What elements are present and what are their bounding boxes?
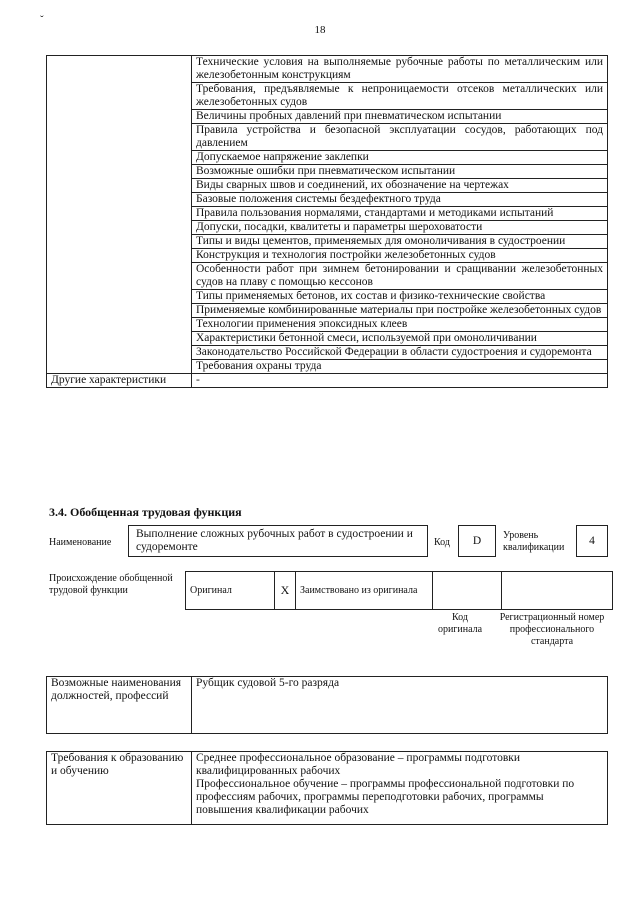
origin-table bbox=[185, 571, 613, 610]
knowledge-table bbox=[46, 55, 608, 388]
origin-code-caption: Код оригинала bbox=[437, 612, 483, 635]
reg-number-caption: Регистрационный номер профессионального стандарта bbox=[499, 612, 605, 647]
knowledge-row-label bbox=[47, 83, 192, 110]
knowledge-row-text: Типы и виды цементов, применяемых для омоноличивания в судостроении bbox=[192, 235, 608, 249]
knowledge-row-text: Технологии применения эпоксидных клеев bbox=[192, 318, 608, 332]
education-table bbox=[46, 751, 608, 825]
knowledge-row-label bbox=[47, 332, 192, 346]
corner-mark: ˇ bbox=[40, 14, 44, 26]
name-value: Выполнение сложных рубочных работ в судостроении и судоремонте bbox=[128, 525, 428, 557]
origin-label: Происхождение обобщенной трудовой функции bbox=[49, 573, 173, 596]
knowledge-row-label bbox=[47, 249, 192, 263]
other-characteristics-row bbox=[47, 374, 608, 388]
knowledge-row-text: Конструкция и технология постройки железобетонных судов bbox=[192, 249, 608, 263]
knowledge-row-text: Технические условия на выполняемые рубочные работы по металлическим или железобетонным конструкциям bbox=[192, 56, 608, 83]
knowledge-row bbox=[47, 235, 608, 249]
knowledge-row-text: Применяемые комбинированные материалы при постройке железобетонных судов bbox=[192, 304, 608, 318]
knowledge-row-label bbox=[47, 346, 192, 360]
knowledge-row-label bbox=[47, 318, 192, 332]
knowledge-row-label bbox=[47, 110, 192, 124]
knowledge-row-label bbox=[47, 179, 192, 193]
knowledge-row-label bbox=[47, 235, 192, 249]
knowledge-row-text: Правила устройства и безопасной эксплуатации сосудов, работающих под давлением bbox=[192, 124, 608, 151]
knowledge-row-label bbox=[47, 151, 192, 165]
knowledge-row bbox=[47, 221, 608, 235]
education-value-1: Среднее профессиональное образование – программы подготовки квалифицированных рабочих bbox=[196, 752, 521, 777]
positions-table bbox=[46, 676, 608, 734]
knowledge-row bbox=[47, 83, 608, 110]
other-characteristics-label: Другие характеристики bbox=[47, 374, 192, 388]
knowledge-row-text: Базовые положения системы бездефектного труда bbox=[192, 193, 608, 207]
knowledge-row-text: Требования, предъявляемые к непроницаемости отсеков металлических или железобетонных судов bbox=[192, 83, 608, 110]
knowledge-row bbox=[47, 304, 608, 318]
positions-label: Возможные наименования должностей, профессий bbox=[47, 677, 192, 734]
knowledge-row bbox=[47, 318, 608, 332]
knowledge-row bbox=[47, 290, 608, 304]
knowledge-row bbox=[47, 360, 608, 374]
knowledge-row-text: Величины пробных давлений при пневматическом испытании bbox=[192, 110, 608, 124]
knowledge-row-label bbox=[47, 124, 192, 151]
level-value: 4 bbox=[576, 525, 608, 557]
knowledge-row-label bbox=[47, 165, 192, 179]
education-value bbox=[192, 752, 608, 825]
knowledge-row-label bbox=[47, 221, 192, 235]
knowledge-row-text: Типы применяемых бетонов, их состав и физико-технические свойства bbox=[192, 290, 608, 304]
knowledge-row-text: Виды сварных швов и соединений, их обозначение на чертежах bbox=[192, 179, 608, 193]
knowledge-row-text: Допуски, посадки, квалитеты и параметры шероховатости bbox=[192, 221, 608, 235]
knowledge-row-label bbox=[47, 360, 192, 374]
knowledge-row-label bbox=[47, 56, 192, 83]
knowledge-row bbox=[47, 346, 608, 360]
knowledge-row bbox=[47, 179, 608, 193]
knowledge-row-label bbox=[47, 304, 192, 318]
knowledge-row bbox=[47, 207, 608, 221]
name-label: Наименование bbox=[49, 537, 112, 548]
knowledge-row bbox=[47, 56, 608, 83]
code-value: D bbox=[458, 525, 496, 557]
knowledge-row bbox=[47, 124, 608, 151]
reg-number-cell bbox=[502, 572, 613, 610]
knowledge-row bbox=[47, 249, 608, 263]
knowledge-row-label bbox=[47, 263, 192, 290]
knowledge-row bbox=[47, 110, 608, 124]
knowledge-row-text: Законодательство Российской Федерации в области судостроения и судоремонта bbox=[192, 346, 608, 360]
knowledge-row-text: Допускаемое напряжение заклепки bbox=[192, 151, 608, 165]
knowledge-row bbox=[47, 151, 608, 165]
level-label: Уровень квалификации bbox=[503, 530, 565, 553]
knowledge-row bbox=[47, 263, 608, 290]
education-value-2: Профессиональное обучение – программы профессиональной подготовки по профессиям рабочих, программы переподготовки рабочих, программы повышения квалификации рабочих bbox=[196, 778, 575, 816]
knowledge-row-text: Требования охраны труда bbox=[192, 360, 608, 374]
knowledge-row bbox=[47, 193, 608, 207]
education-label: Требования к образованию и обучению bbox=[47, 752, 192, 825]
other-characteristics-value: - bbox=[192, 374, 608, 388]
knowledge-row-text: Возможные ошибки при пневматическом испытании bbox=[192, 165, 608, 179]
knowledge-row-text: Особенности работ при зимнем бетонировании и сращивании железобетонных судов на плаву с помощью кессонов bbox=[192, 263, 608, 290]
original-mark: X bbox=[275, 572, 296, 610]
section-title: 3.4. Обобщенная трудовая функция bbox=[49, 505, 242, 519]
knowledge-row-label bbox=[47, 207, 192, 221]
knowledge-row-text: Характеристики бетонной смеси, используемой при омоноличивании bbox=[192, 332, 608, 346]
knowledge-row bbox=[47, 165, 608, 179]
knowledge-row bbox=[47, 332, 608, 346]
knowledge-row-label bbox=[47, 193, 192, 207]
knowledge-row-label bbox=[47, 290, 192, 304]
knowledge-row-text: Правила пользования нормалями, стандартами и методиками испытаний bbox=[192, 207, 608, 221]
positions-value: Рубщик судовой 5-го разряда bbox=[192, 677, 608, 734]
page-number: 18 bbox=[314, 24, 326, 36]
code-label: Код bbox=[434, 537, 450, 548]
origin-code-cell bbox=[433, 572, 502, 610]
original-label: Оригинал bbox=[186, 572, 275, 610]
borrowed-label: Заимствовано из оригинала bbox=[296, 572, 433, 610]
